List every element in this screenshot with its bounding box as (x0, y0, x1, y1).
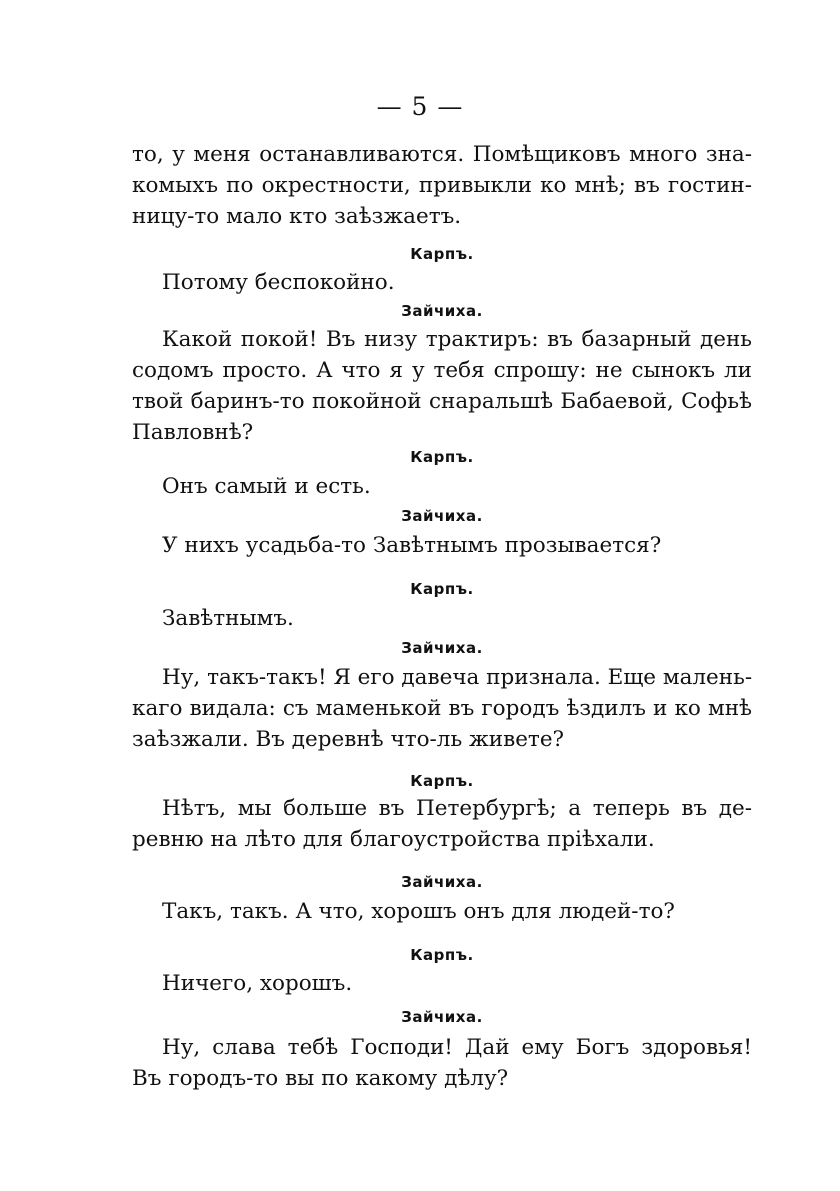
text-line: Нѣтъ, мы больше въ Петербургѣ; а теперь въ де- (162, 796, 752, 821)
speaker-name: Зайчиха. (401, 507, 483, 525)
text-line: содомъ просто. А что я у тебя спрошу: не сынокъ ли (132, 358, 752, 383)
text-line: Онъ самый и есть. (162, 474, 371, 499)
paragraph (132, 1032, 752, 1094)
paragraph (132, 662, 752, 755)
paragraph (132, 603, 752, 634)
speaker-name: Карпъ. (410, 245, 474, 263)
page-number: — 5 — (376, 92, 464, 121)
paragraph (132, 793, 752, 855)
paragraph (132, 968, 752, 999)
paragraph (132, 471, 752, 502)
paragraph (132, 267, 752, 298)
text-line: ревню на лѣто для благоустройства пріѣхали. (132, 827, 655, 852)
text-line: заѣзжали. Въ деревнѣ что-ль живете? (132, 727, 565, 752)
speaker-name: Зайчиха. (401, 639, 483, 657)
paragraph (132, 139, 752, 232)
text-line: твой баринъ-то покойной снаральшѣ Бабаевой, Софьѣ (132, 389, 752, 414)
speaker-name: Зайчиха. (401, 1008, 483, 1026)
text-line: Ничего, хорошъ. (162, 971, 353, 996)
text-line: Потому беспокойно. (162, 270, 395, 295)
speaker-name: Карпъ. (410, 772, 474, 790)
text-line: У нихъ усадьба-то Завѣтнымъ прозывается? (162, 533, 662, 558)
speaker-name: Карпъ. (410, 580, 474, 598)
text-line: Завѣтнымъ. (162, 606, 294, 631)
text-line: Ну, слава тебѣ Господи! Дай ему Богъ здоровья! (162, 1035, 752, 1060)
text-line: Ну, такъ-такъ! Я его давеча признала. Еще малень- (162, 665, 753, 690)
text-line: то, у меня останавливаются. Помѣщиковъ много зна- (132, 142, 752, 167)
paragraph (132, 324, 752, 448)
text-line: каго видала: съ маменькой въ городъ ѣздилъ и ко мнѣ (132, 696, 752, 721)
text-line: Въ городъ-то вы по какому дѣлу? (132, 1066, 509, 1091)
text-line: ницу-то мало кто заѣзжаетъ. (132, 204, 462, 229)
paragraph (132, 530, 752, 561)
paragraph (132, 896, 752, 927)
speaker-name: Карпъ. (410, 448, 474, 466)
speaker-name: Зайчиха. (401, 873, 483, 891)
text-line: Какой покой! Въ низу трактиръ: въ базарный день (162, 327, 752, 352)
text-line: Павловнѣ? (132, 420, 254, 445)
speaker-name: Карпъ. (410, 946, 474, 964)
speaker-name: Зайчиха. (401, 302, 483, 320)
text-line: комыхъ по окрестности, привыкли ко мнѣ; въ гостин- (132, 173, 752, 198)
text-line: Такъ, такъ. А что, хорошъ онъ для людей-то? (162, 899, 675, 924)
